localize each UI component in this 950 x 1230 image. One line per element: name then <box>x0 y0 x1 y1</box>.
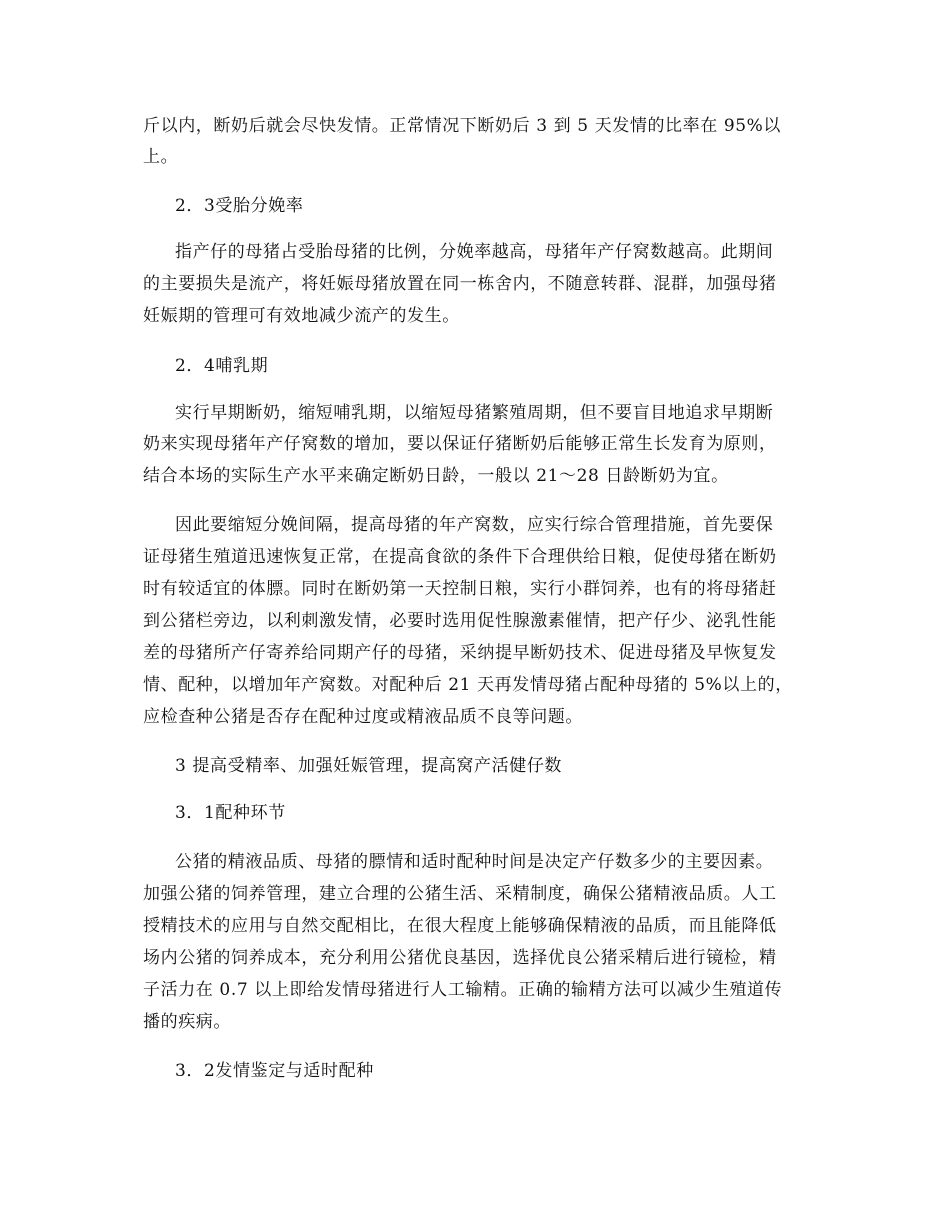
section-heading: 2．4哺乳期 <box>175 356 269 376</box>
paragraph-line: 时有较适宜的体膘。同时在断奶第一天控制日粮，实行小群饲养，也有的将母猪赶 <box>143 579 777 599</box>
paragraph-line: 结合本场的实际生产水平来确定断奶日龄，一般以 21～28 日龄断奶为宜。 <box>143 466 729 486</box>
paragraph-line: 加强公猪的饲养管理，建立合理的公猪生活、采精制度，确保公猪精液品质。人工 <box>143 884 777 904</box>
paragraph-line: 证母猪生殖道迅速恢复正常，在提高食欲的条件下合理供给日粮，促使母猪在断奶 <box>143 547 777 567</box>
paragraph-line: 实行早期断奶，缩短哺乳期，以缩短母猪繁殖周期，但不要盲目地追求早期断 <box>175 403 774 423</box>
paragraph-line: 上。 <box>143 147 179 167</box>
paragraph-line: 播的疾病。 <box>143 1012 231 1032</box>
section-heading: 3．1配种环节 <box>175 803 286 823</box>
paragraph-line: 子活力在 0.7 以上即给发情母猪进行人工输精。正确的输精方法可以减少生殖道传 <box>143 980 783 1000</box>
section-heading: 2．3受胎分娩率 <box>175 196 304 216</box>
paragraph-line: 授精技术的应用与自然交配相比，在很大程度上能够确保精液的品质，而且能降低 <box>143 916 777 936</box>
paragraph-line: 奶来实现母猪年产仔窝数的增加，要以保证仔猪断奶后能够正常生长发育为原则， <box>143 434 777 454</box>
paragraph-line: 公猪的精液品质、母猪的膘情和适时配种时间是决定产仔数多少的主要因素。 <box>175 852 774 872</box>
section-heading: 3．2发情鉴定与适时配种 <box>175 1061 374 1081</box>
paragraph-line: 因此要缩短分娩间隔，提高母猪的年产窝数，应实行综合管理措施，首先要保 <box>175 515 774 535</box>
paragraph-line: 情、配种，以增加年产窝数。对配种后 21 天再发情母猪占配种母猪的 5%以上的， <box>143 675 793 695</box>
paragraph-line: 差的母猪所产仔寄养给同期产仔的母猪，采纳提早断奶技术、促进母猪及早恢复发 <box>143 643 777 663</box>
paragraph-line: 斤以内，断奶后就会尽快发情。正常情况下断奶后 3 到 5 天发情的比率在 95%以 <box>143 116 782 136</box>
paragraph-line: 到公猪栏旁边，以利刺激发情，必要时选用促性腺激素催情，把产仔少、泌乳性能 <box>143 611 777 631</box>
paragraph-line: 应检查种公猪是否存在配种过度或精液品质不良等问题。 <box>143 707 583 727</box>
paragraph-line: 的主要损失是流产，将妊娠母猪放置在同一栋舍内，不随意转群、混群，加强母猪 <box>143 274 777 294</box>
paragraph-line: 场内公猪的饲养成本，充分利用公猪优良基因，选择优良公猪采精后进行镜检，精 <box>143 948 777 968</box>
paragraph-line: 妊娠期的管理可有效地减少流产的发生。 <box>143 306 460 326</box>
section-heading: 3 提高受精率、加强妊娠管理，提高窝产活健仔数 <box>175 756 563 776</box>
paragraph-line: 指产仔的母猪占受胎母猪的比例，分娩率越高，母猪年产仔窝数越高。此期间 <box>175 242 774 262</box>
